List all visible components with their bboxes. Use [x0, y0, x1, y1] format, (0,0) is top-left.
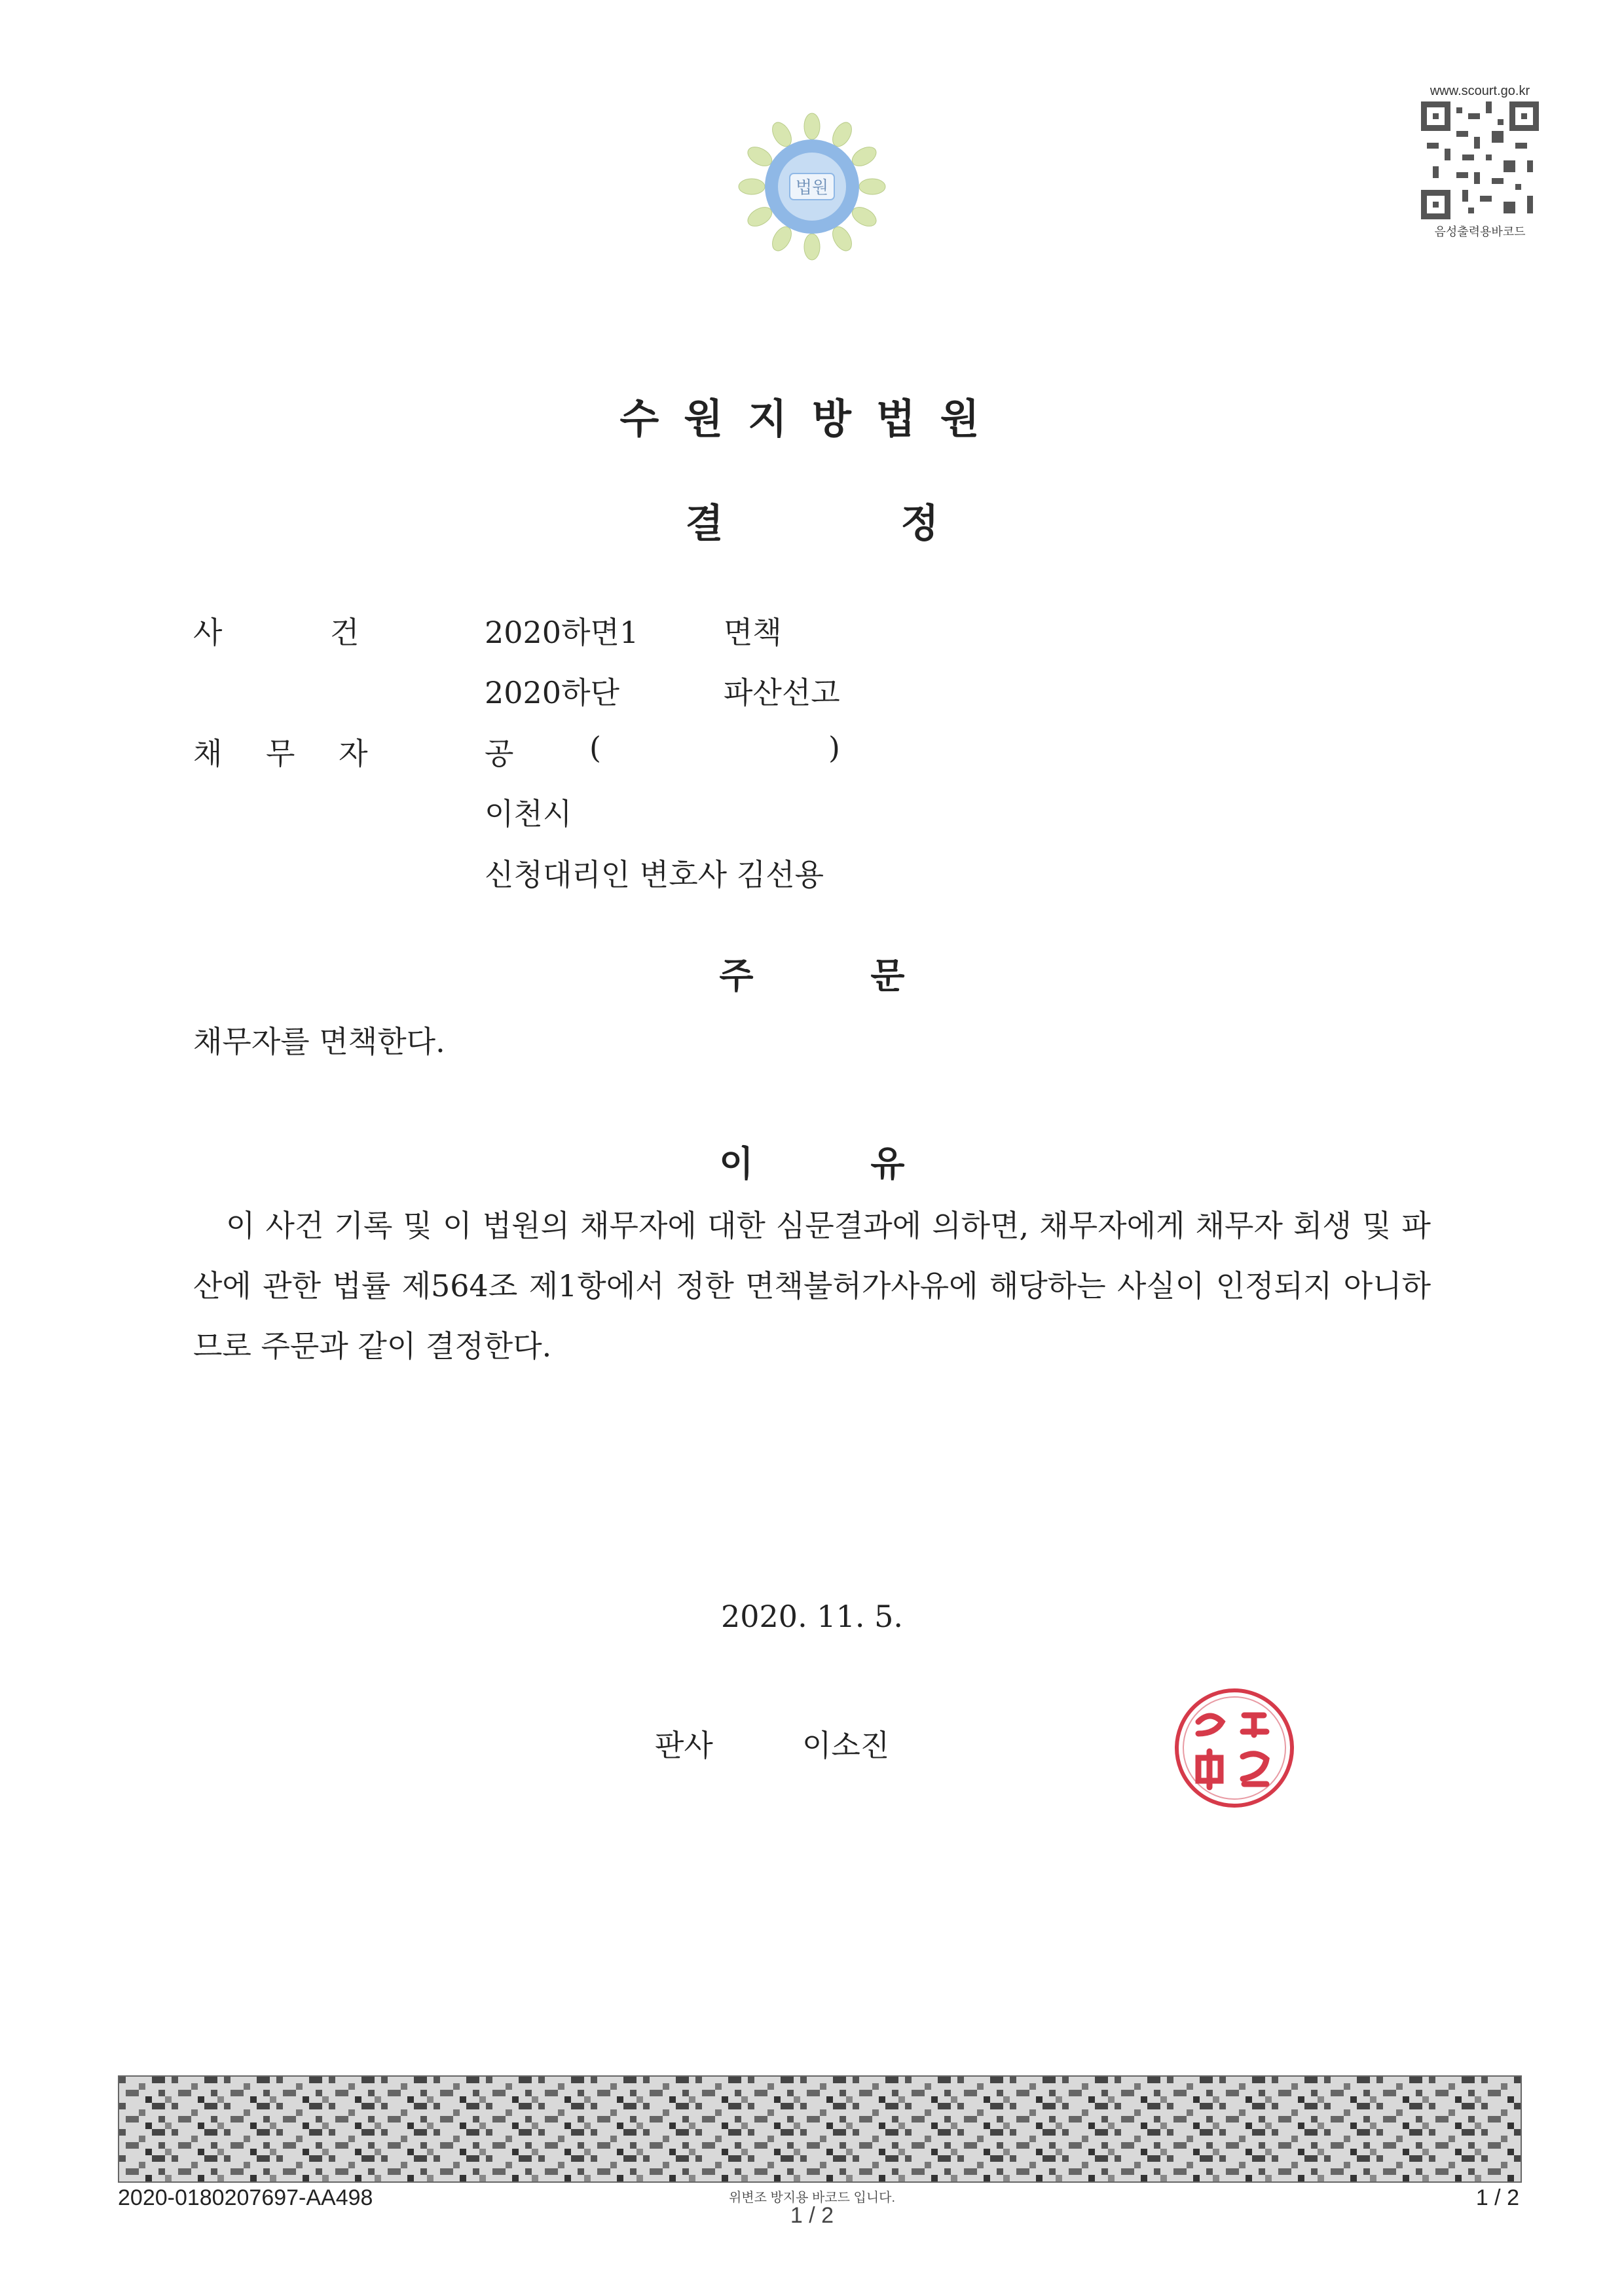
court-emblem-icon: [737, 111, 887, 262]
page-number-right: 1 / 2: [1475, 2185, 1519, 2210]
debtor-address: 이천시: [485, 796, 572, 831]
reason-heading: 이 유: [719, 1143, 905, 1184]
debtor-paren-close: ): [828, 730, 840, 765]
document-type-title: 결 정: [685, 501, 939, 547]
judge-title: 판사: [655, 1728, 713, 1763]
order-heading: 주 문: [719, 955, 905, 996]
case-label: 사 건: [193, 615, 360, 650]
case-number-1: 2020하면1: [485, 615, 639, 650]
anti-forgery-barcode: [118, 2075, 1522, 2183]
court-name-title: 수원지방법원: [619, 395, 1005, 443]
judge-name: 이소진: [802, 1728, 890, 1763]
emblem-text: 법원: [795, 178, 829, 198]
debtor-name: 공: [485, 736, 514, 771]
case-name-2: 파산선고: [724, 675, 840, 710]
debtor-paren-open: (: [589, 730, 601, 765]
case-name-1: 면책: [724, 615, 782, 650]
case-number-2: 2020하단: [485, 675, 619, 710]
order-text: 채무자를 면책한다.: [193, 1024, 445, 1059]
judge-seal-icon: [1172, 1686, 1297, 1810]
decision-date: 2020. 11. 5.: [721, 1599, 903, 1634]
document-id: 2020-0180207697-AA498: [118, 2185, 373, 2210]
page-number-center: 1 / 2: [790, 2203, 834, 2228]
qr-caption: 음성출력용바코드: [1434, 225, 1526, 238]
debtor-attorney: 신청대리인 변호사 김선용: [485, 857, 824, 892]
debtor-label: 채 무 자: [193, 736, 368, 771]
barcode-note: 위변조 방지용 바코드 입니다.: [728, 2191, 896, 2205]
reason-text: 이 사건 기록 및 이 법원의 채무자에 대한 심문결과에 의하면, 채무자에게 채무자 회생 및 파산에 관한 법률 제564조 제1항에서 정한 면책불허가사유에 해당하는 사실이 인정되지 아니하므로 주문과 같이 결정한다.: [193, 1208, 1431, 1364]
voice-output-qr-icon: [1421, 101, 1539, 219]
qr-url-text: www.scourt.go.kr: [1430, 84, 1530, 98]
